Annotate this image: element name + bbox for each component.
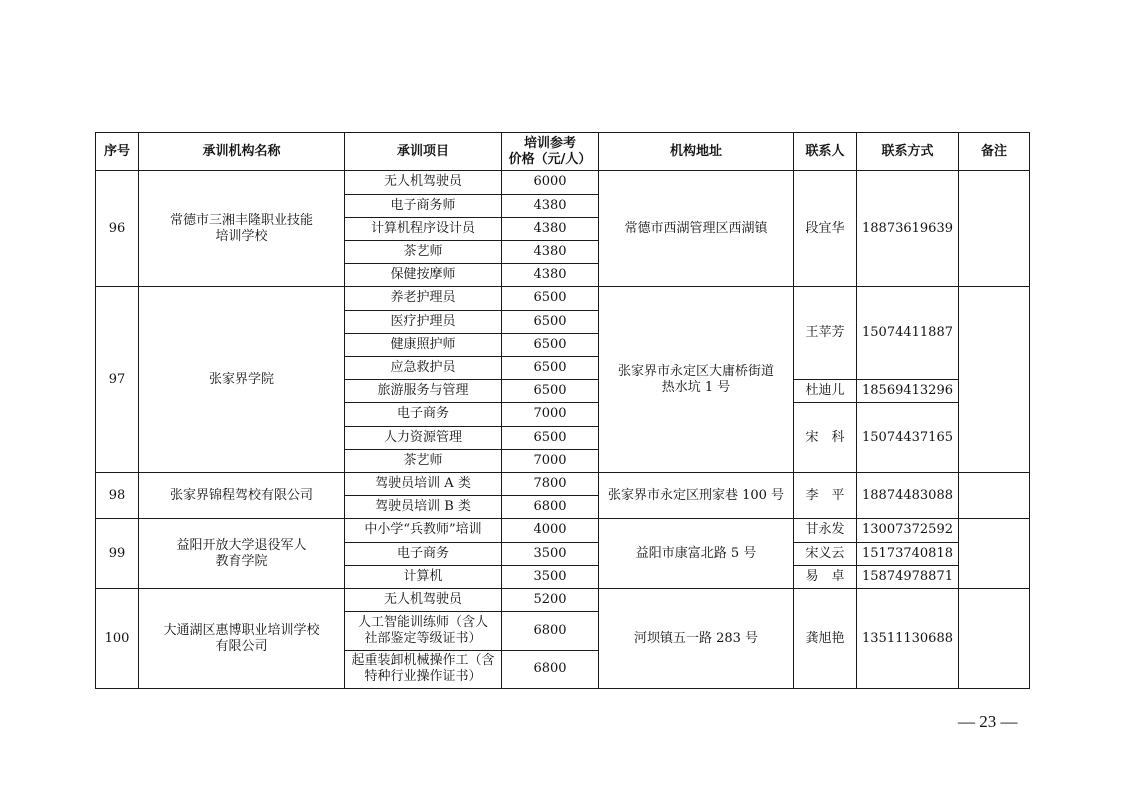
- project-item: 人工智能训练师（含人 社部鉴定等级证书）: [345, 612, 502, 650]
- project-price: 7000: [502, 449, 599, 472]
- contact-person: 宋义云: [794, 542, 857, 565]
- project-item: 中小学“兵教师”培训: [345, 519, 502, 542]
- header-address: 机构地址: [599, 133, 794, 171]
- project-price: 6800: [502, 496, 599, 519]
- remarks-cell: [959, 287, 1030, 473]
- contact-person: 李 平: [794, 472, 857, 518]
- table-row: [96, 171, 1030, 194]
- project-price: 6500: [502, 426, 599, 449]
- contact-person: 段宜华: [794, 171, 857, 287]
- header-project: 承训项目: [345, 133, 502, 171]
- project-price: 6500: [502, 380, 599, 403]
- header-contact-phone: 联系方式: [857, 133, 959, 171]
- project-price: 3500: [502, 542, 599, 565]
- institution-address: 常德市西湖管理区西湖镇: [599, 171, 794, 287]
- header-price: 培训参考 价格（元/人）: [502, 133, 599, 171]
- header-row: [96, 133, 1030, 171]
- project-item: 计算机程序设计员: [345, 217, 502, 240]
- institution-address: 张家界市永定区大庸桥街道 热水坑 1 号: [599, 287, 794, 473]
- project-item: 茶艺师: [345, 240, 502, 263]
- contact-phone: 15173740818: [857, 542, 959, 565]
- project-price: 6500: [502, 356, 599, 379]
- project-item: 计算机: [345, 565, 502, 588]
- remarks-cell: [959, 589, 1030, 689]
- institution-name: 常德市三湘丰隆职业技能 培训学校: [139, 171, 345, 287]
- project-item: 驾驶员培训 A 类: [345, 472, 502, 495]
- header-remarks: 备注: [959, 133, 1030, 171]
- project-price: 6000: [502, 171, 599, 194]
- project-item: 养老护理员: [345, 287, 502, 310]
- project-price: 7000: [502, 403, 599, 426]
- institution-name: 益阳开放大学退役军人 教育学院: [139, 519, 345, 589]
- contact-person: 龚旭艳: [794, 589, 857, 689]
- institution-address: 河坝镇五一路 283 号: [599, 589, 794, 689]
- project-item: 驾驶员培训 B 类: [345, 496, 502, 519]
- contact-person: 宋 科: [794, 403, 857, 473]
- table-row: [96, 589, 1030, 612]
- institution-name: 张家界锦程驾校有限公司: [139, 472, 345, 518]
- contact-person: 王苹芳: [794, 287, 857, 380]
- institution-no: 98: [96, 472, 139, 518]
- table-row: [96, 519, 1030, 542]
- project-item: 无人机驾驶员: [345, 589, 502, 612]
- contact-person: 甘永发: [794, 519, 857, 542]
- project-item: 应急救护员: [345, 356, 502, 379]
- project-item: 健康照护师: [345, 333, 502, 356]
- project-price: 6800: [502, 650, 599, 688]
- contact-phone: 18874483088: [857, 472, 959, 518]
- institution-no: 99: [96, 519, 139, 589]
- project-item: 旅游服务与管理: [345, 380, 502, 403]
- project-item: 保健按摩师: [345, 264, 502, 287]
- contact-phone: 15074437165: [857, 403, 959, 473]
- contact-phone: 18873619639: [857, 171, 959, 287]
- project-price: 6500: [502, 333, 599, 356]
- table-row: [96, 287, 1030, 310]
- project-price: 7800: [502, 472, 599, 495]
- project-price: 6500: [502, 310, 599, 333]
- table-row: [96, 472, 1030, 495]
- institution-name: 张家界学院: [139, 287, 345, 473]
- project-price: 4380: [502, 194, 599, 217]
- project-price: 4380: [502, 264, 599, 287]
- project-price: 4380: [502, 240, 599, 263]
- project-item: 电子商务: [345, 403, 502, 426]
- project-item: 电子商务师: [345, 194, 502, 217]
- project-item: 人力资源管理: [345, 426, 502, 449]
- project-price: 6800: [502, 612, 599, 650]
- institution-name: 大通湖区惠博职业培训学校 有限公司: [139, 589, 345, 689]
- header-no: 序号: [96, 133, 139, 171]
- institution-address: 益阳市康富北路 5 号: [599, 519, 794, 589]
- header-institution-name: 承训机构名称: [139, 133, 345, 171]
- contact-phone: 13511130688: [857, 589, 959, 689]
- project-item: 无人机驾驶员: [345, 171, 502, 194]
- institution-no: 100: [96, 589, 139, 689]
- remarks-cell: [959, 472, 1030, 518]
- project-item: 起重装卸机械操作工（含 特种行业操作证书）: [345, 650, 502, 688]
- contact-phone: 15874978871: [857, 565, 959, 588]
- contact-person: 杜迪儿: [794, 380, 857, 403]
- institution-address: 张家界市永定区刑家巷 100 号: [599, 472, 794, 518]
- contact-person: 易 卓: [794, 565, 857, 588]
- project-item: 茶艺师: [345, 449, 502, 472]
- project-item: 医疗护理员: [345, 310, 502, 333]
- remarks-cell: [959, 171, 1030, 287]
- contact-phone: 13007372592: [857, 519, 959, 542]
- project-price: 6500: [502, 287, 599, 310]
- remarks-cell: [959, 519, 1030, 589]
- header-contact-person: 联系人: [794, 133, 857, 171]
- training-institutions-table: [95, 132, 1030, 689]
- project-price: 4000: [502, 519, 599, 542]
- project-item: 电子商务: [345, 542, 502, 565]
- project-price: 5200: [502, 589, 599, 612]
- project-price: 4380: [502, 217, 599, 240]
- contact-phone: 18569413296: [857, 380, 959, 403]
- project-price: 3500: [502, 565, 599, 588]
- contact-phone: 15074411887: [857, 287, 959, 380]
- page-number: — 23 —: [958, 712, 1018, 731]
- institution-no: 96: [96, 171, 139, 287]
- institution-no: 97: [96, 287, 139, 473]
